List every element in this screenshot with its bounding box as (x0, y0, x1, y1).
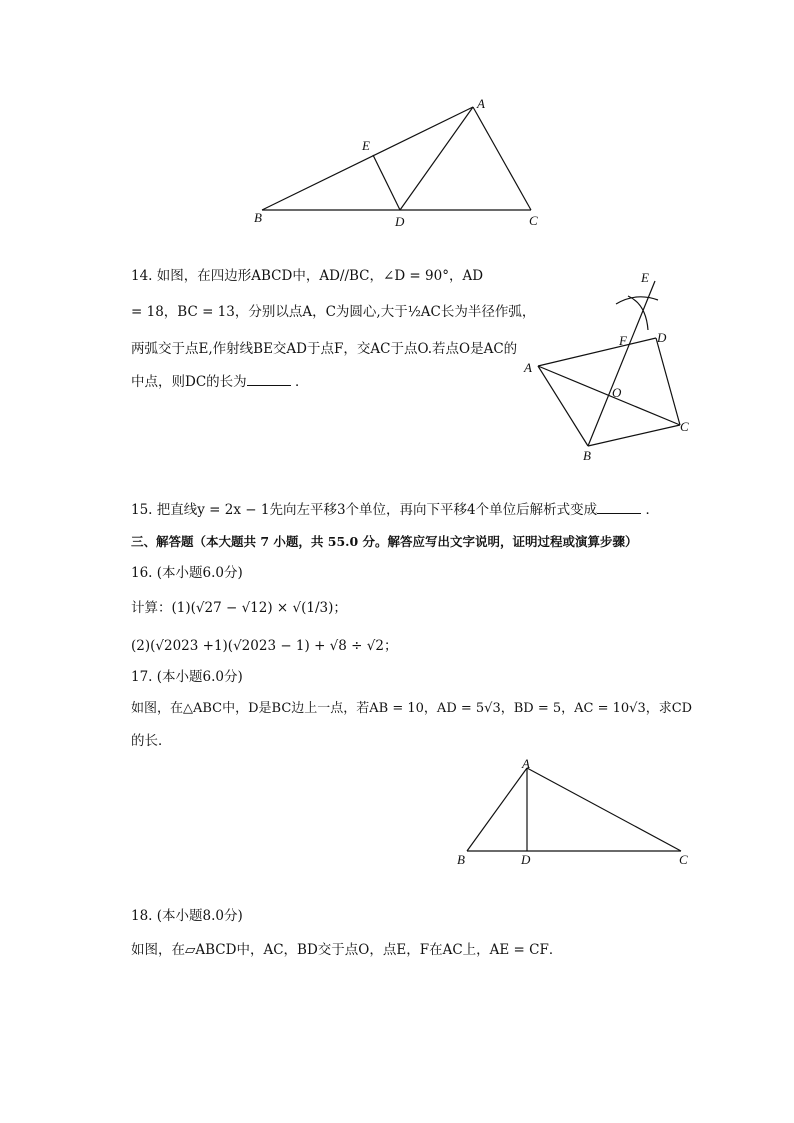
q14-line1: 14. 如图，在四边形ABCD中，AD//BC，∠D = 90°，AD (131, 268, 484, 284)
q16-part1: 计算：(1)(√27 − √12) × √(1/3)； (131, 600, 347, 616)
q17-line2: 的长． (131, 733, 172, 749)
label-A: A (522, 756, 530, 771)
segment-AD (538, 338, 656, 366)
segment-BA (538, 366, 588, 446)
q15-text-end: ． (641, 502, 659, 518)
q14-line4 (131, 372, 308, 392)
segment-BA (262, 107, 473, 210)
segment-AB (467, 768, 527, 851)
figure-quadrilateral-q14 (520, 266, 700, 466)
label-O: O (612, 385, 622, 400)
q17-line1: 如图，在△ABC中，D是BC边上一点，若AB = 10，AD = 5√3，BD = 5，AC = 10√3，求CD (131, 701, 693, 716)
q16-part2: (2)(√2023 +1)(√2023 − 1) + √8 ÷ √2； (131, 638, 398, 654)
ray-BE (588, 281, 655, 446)
label-A: A (477, 96, 485, 111)
label-E: E (641, 270, 649, 285)
label-B: B (583, 448, 591, 463)
q14-line2: = 18，BC = 13，分别以点A，C为圆心,大于½AC长为半径作弧， (131, 304, 536, 320)
segment-CB (588, 425, 680, 446)
arc-from-C (628, 296, 648, 330)
arc-from-A (616, 297, 658, 304)
q18-header: 18. (本小题8.0分) (131, 908, 243, 924)
figure-triangle-q17 (450, 755, 695, 870)
label-A: A (524, 360, 532, 375)
label-E: E (362, 138, 370, 153)
label-B: B (254, 210, 262, 225)
label-C: C (679, 852, 688, 867)
q16-header: 16. (本小题6.0分) (131, 565, 243, 581)
label-D: D (395, 214, 405, 229)
label-D: D (521, 852, 531, 867)
label-F: F (619, 333, 627, 348)
label-C: C (529, 213, 538, 228)
segment-AC (473, 107, 531, 210)
figure-triangle-top (240, 90, 560, 235)
q15-text-main: 15. 把直线y = 2x − 1先向左平移3个单位，再向下平移4个单位后解析式变成 (131, 502, 598, 518)
label-C: C (680, 419, 689, 434)
segment-DC (656, 338, 680, 425)
q17-header: 17. (本小题6.0分) (131, 669, 243, 685)
section-heading: 三、解答题（本大题共 7 小题，共 55.0 分。解答应写出文字说明，证明过程或演算步骤） (131, 534, 638, 549)
q14-line3: 两弧交于点E,作射线BE交AD于点F，交AC于点O.若点O是AC的 (131, 341, 518, 357)
segment-AD (400, 107, 473, 210)
q14-line4-text: 中点，则DC的长为 (131, 374, 247, 390)
answer-blank-q14[interactable] (247, 385, 291, 386)
label-B: B (457, 852, 465, 867)
segment-ED (373, 155, 400, 210)
q14-line4-end: ． (290, 374, 309, 390)
q15-text (131, 500, 659, 520)
label-D: D (657, 330, 667, 345)
q18-line1: 如图，在▱ABCD中，AC，BD交于点O，点E，F在AC上，AE = CF． (131, 942, 563, 958)
segment-AC (527, 768, 681, 851)
answer-blank-q15[interactable] (597, 513, 641, 514)
